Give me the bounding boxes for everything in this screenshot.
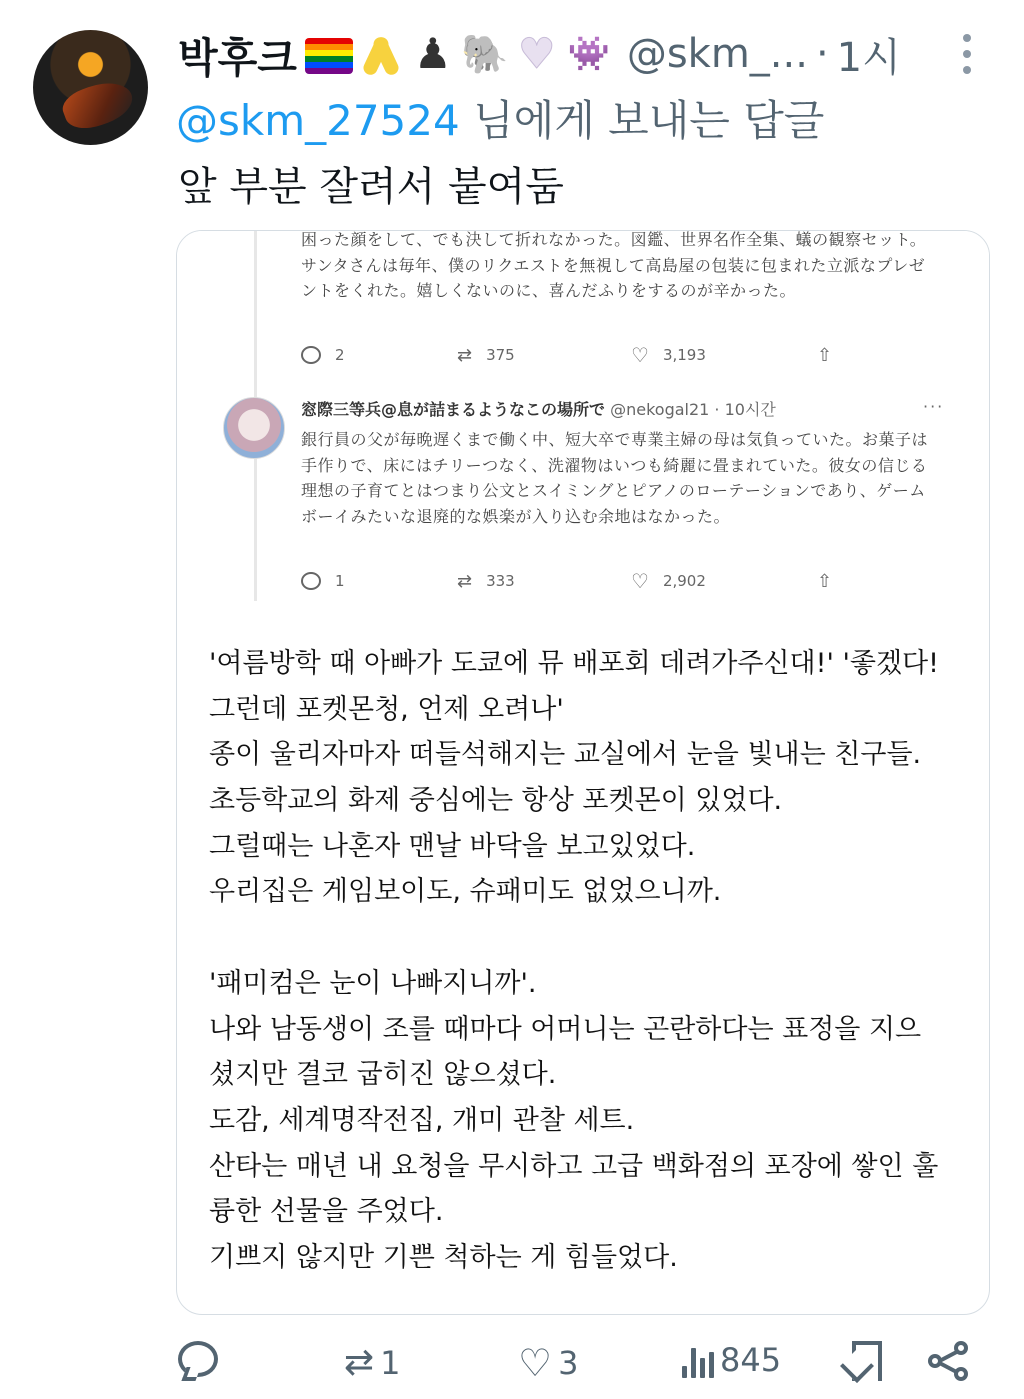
quoted-tweet-1-actions <box>301 343 841 367</box>
quoted-tweet-2-avatar <box>223 397 285 459</box>
translation-line: 나와 남동생이 조를 때마다 어머니는 곤란하다는 표정을 지으 <box>209 1013 922 1045</box>
like-count: 2,902 <box>662 572 706 590</box>
translation-line: 종이 울리자마자 떠들석해지는 교실에서 눈을 빛내는 친구들. <box>209 739 922 771</box>
translation-line: 셨지만 결코 굽히진 않으셨다. <box>209 1059 557 1091</box>
reply-context <box>176 88 824 148</box>
post-header <box>178 22 938 86</box>
translation-line <box>209 915 969 961</box>
screenshot-region <box>177 231 990 603</box>
handle[interactable]: @skm_... <box>626 31 808 77</box>
reply-mention-link[interactable]: @skm_27524 <box>176 96 460 145</box>
display-name[interactable]: 박후크 <box>178 33 297 82</box>
heart-icon: ♡ <box>631 569 649 593</box>
quoted-tweet-2-header <box>301 397 776 420</box>
retweet-icon: ⇄ <box>457 570 473 592</box>
avatar[interactable] <box>33 30 148 145</box>
retweet-count: 375 <box>486 346 515 364</box>
share-icon: ⇧ <box>817 570 833 592</box>
translation-line: 기쁘지 않지만 기쁜 척하는 게 힘들었다. <box>209 1241 678 1273</box>
translation-line: '패미컴은 눈이 나빠지니까'. <box>209 967 537 999</box>
heart-icon: ♡ <box>518 1341 553 1385</box>
like-count: 3,193 <box>662 346 706 364</box>
translation-text <box>209 641 969 1281</box>
avatar-image <box>58 74 137 136</box>
share-button[interactable] <box>928 1341 968 1381</box>
translation-line: 륭한 선물을 주었다. <box>209 1196 444 1228</box>
reply-count: 2 <box>335 346 345 364</box>
share-icon <box>928 1341 968 1381</box>
more-options-icon[interactable] <box>960 34 974 74</box>
separator: · <box>815 31 829 77</box>
views-button[interactable] <box>682 1341 781 1379</box>
attached-image[interactable] <box>176 230 990 1315</box>
comment-icon <box>301 572 321 590</box>
timestamp[interactable]: 1시 <box>836 34 901 81</box>
translation-line: 그런데 포켓몬청, 언제 오려나' <box>209 693 564 725</box>
quoted-tweet-2-name: 窓際三等兵@息が詰まるようなこの場所で <box>301 400 606 419</box>
quoted-tweet-1-text: 困った顔をして、でも決して折れなかった。図鑑、世界名作全集、蟻の観察セット。サンタさんは毎年、僕のリクエストを無視して高島屋の包装に包まれた立派なプレゼントをくれた。嬉しくないのに、喜んだふりをするのが辛かった。 <box>301 231 927 300</box>
retweet-button[interactable] <box>344 1341 401 1385</box>
comment-icon <box>178 1341 218 1377</box>
translation-line: 산타는 매년 내 요청을 무시하고 고급 백화점의 포장에 쌓인 훌 <box>209 1150 939 1182</box>
translation-line: '여름방학 때 아빠가 도쿄에 뮤 배포회 데려가주신대!' '좋겠다! <box>209 648 939 679</box>
comment-icon <box>301 346 321 364</box>
reply-suffix: 님에게 보내는 답글 <box>473 96 825 145</box>
like-button[interactable] <box>518 1341 578 1385</box>
views-count: 845 <box>720 1341 782 1379</box>
space-invader-icon: 👾 <box>567 34 610 74</box>
chess-pawn-icon: ♟ <box>414 29 452 78</box>
reply-button[interactable] <box>178 1341 224 1377</box>
bookmark-button[interactable] <box>852 1341 882 1381</box>
translation-line: 도감, 세계명작전집, 개미 관찰 세트. <box>209 1104 635 1136</box>
translation-line: 우리집은 게임보이도, 슈패미도 없었으니까. <box>209 876 722 908</box>
quoted-tweet-2-actions <box>301 569 841 593</box>
retweet-count: 1 <box>380 1344 401 1382</box>
elephant-icon: 🐘 <box>461 32 509 76</box>
rainbow-flag-icon <box>305 38 353 74</box>
tweet-text: 앞 부분 잘려서 붙여둠 <box>178 164 564 210</box>
reply-count: 1 <box>335 572 345 590</box>
retweet-icon: ⇄ <box>457 344 473 366</box>
views-icon <box>682 1342 714 1378</box>
yellow-ribbon-icon <box>357 32 405 76</box>
translation-line: 초등학교의 화제 중심에는 항상 포켓몬이 있었다. <box>209 785 783 817</box>
action-bar <box>0 1335 1024 1399</box>
retweet-count: 333 <box>486 572 515 590</box>
like-count: 3 <box>558 1344 579 1382</box>
share-icon: ⇧ <box>817 344 833 366</box>
white-heart-icon: ♥ <box>518 29 556 78</box>
name-emojis <box>305 29 613 78</box>
translation-line: 그럴때는 나혼자 맨날 바닥을 보고있었다. <box>209 830 696 862</box>
quoted-tweet-2-handle: @nekogal21 · 10시간 <box>610 400 776 419</box>
heart-icon: ♡ <box>631 343 649 367</box>
bookmark-icon <box>852 1341 882 1381</box>
retweet-icon: ⇄ <box>344 1342 375 1383</box>
quoted-tweet-2-text: 銀行員の父が毎晩遅くまで働く中、短大卒で専業主婦の母は気負っていた。お菓子は手作りで、床にはチリーつなく、洗濯物はいつも綺麗に畳まれていた。彼女の信じる理想の子育てとはつまり公文とスイミングとピアノのローテーションであり、ゲームボーイみたいな退廃的な娯楽が入り込む余地はなかった。 <box>301 430 929 526</box>
quoted-tweet-2-more-icon: ··· <box>923 397 945 416</box>
